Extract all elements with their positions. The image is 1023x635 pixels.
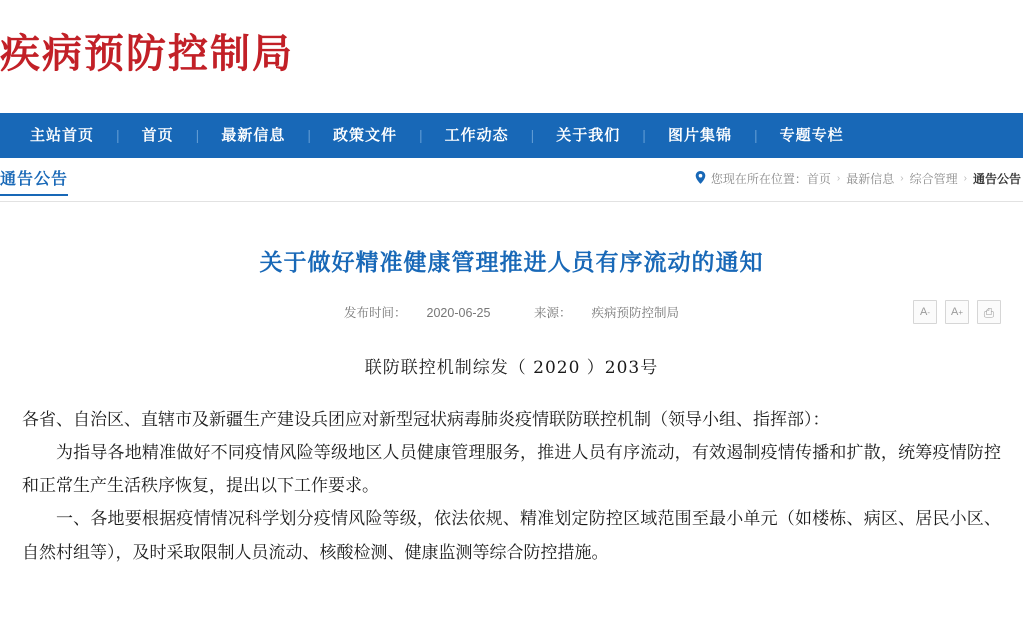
article-paragraph: 各省、自治区、直辖市及新疆生产建设兵团应对新型冠状病毒肺炎疫情联防联控机制（领导小组、指挥部）： [22, 410, 830, 430]
nav-item-latest-info[interactable]: 最新信息 [221, 127, 286, 144]
main-navigation [0, 113, 1023, 158]
site-logo: 疾病预防控制局 [0, 31, 294, 77]
breadcrumb-item-general-management[interactable]: 综合管理 [909, 172, 958, 186]
nav-item-special-columns[interactable]: 专题专栏 [779, 127, 844, 144]
nav-item-photo-gallery[interactable]: 图片集锦 [667, 127, 732, 144]
nav-separator: | [116, 127, 120, 143]
nav-separator: | [195, 127, 200, 143]
article [0, 244, 1023, 570]
article-tools [913, 300, 1001, 324]
page-title: 通告公告 [0, 166, 68, 196]
site-header [0, 0, 1023, 113]
nav-separator: | [307, 127, 311, 143]
article-title: 关于做好精准健康管理推进人员有序流动的通知 [259, 250, 764, 276]
font-increase-button[interactable]: A + [945, 300, 969, 324]
breadcrumb-label: 您现在所在位置： [710, 172, 807, 186]
location-pin-icon [695, 171, 706, 186]
breadcrumb-arrow: › [900, 173, 904, 184]
printer-icon: ⎙ [983, 304, 995, 320]
breadcrumb-item-home[interactable]: 首页 [806, 172, 831, 186]
nav-separator: | [418, 127, 423, 143]
document-number: 联防联控机制综发（ 2020 ）203号 [364, 358, 659, 378]
breadcrumb [695, 170, 1021, 187]
breadcrumb-current: 通告公告 [972, 172, 1021, 186]
article-paragraph: 为指导各地精准做好不同疫情风险等级地区人员健康管理服务，推进人员有序流动，有效遏制疫情传播和扩散，统筹疫情防控和正常生产生活秩序恢复，提出以下工作要求。 [22, 443, 1001, 497]
breadcrumb-item-latest-info[interactable]: 最新信息 [846, 172, 895, 186]
breadcrumb-arrow: › [963, 173, 967, 184]
article-body [22, 404, 1001, 570]
nav-item-about-us[interactable]: 关于我们 [556, 127, 621, 144]
nav-item-policy-documents[interactable]: 政策文件 [332, 127, 397, 144]
nav-item-work-updates[interactable]: 工作动态 [444, 127, 509, 144]
article-meta [22, 303, 1001, 337]
nav-separator: | [530, 127, 535, 143]
nav-item-main-home[interactable]: 主站首页 [30, 127, 95, 144]
print-button[interactable] [977, 300, 1001, 324]
article-paragraph: 一、各地要根据疫情情况科学划分疫情风险等级，依法依规、精准划定防控区域范围至最小单元（如楼栋、病区、居民小区、自然村组等），及时采取限制人员流动、核酸检测、健康监测等综合防控措施。 [22, 509, 1001, 563]
font-decrease-button[interactable]: A - [913, 300, 937, 324]
article-source: 来源： 疾病预防控制局 [533, 306, 679, 320]
nav-separator: | [642, 127, 646, 143]
breadcrumb-row [0, 158, 1023, 202]
publish-time: 发布时间： 2020-06-25 [344, 306, 491, 320]
nav-separator: | [753, 127, 758, 143]
breadcrumb-arrow: › [836, 173, 841, 184]
nav-item-home[interactable]: 首页 [141, 127, 174, 144]
